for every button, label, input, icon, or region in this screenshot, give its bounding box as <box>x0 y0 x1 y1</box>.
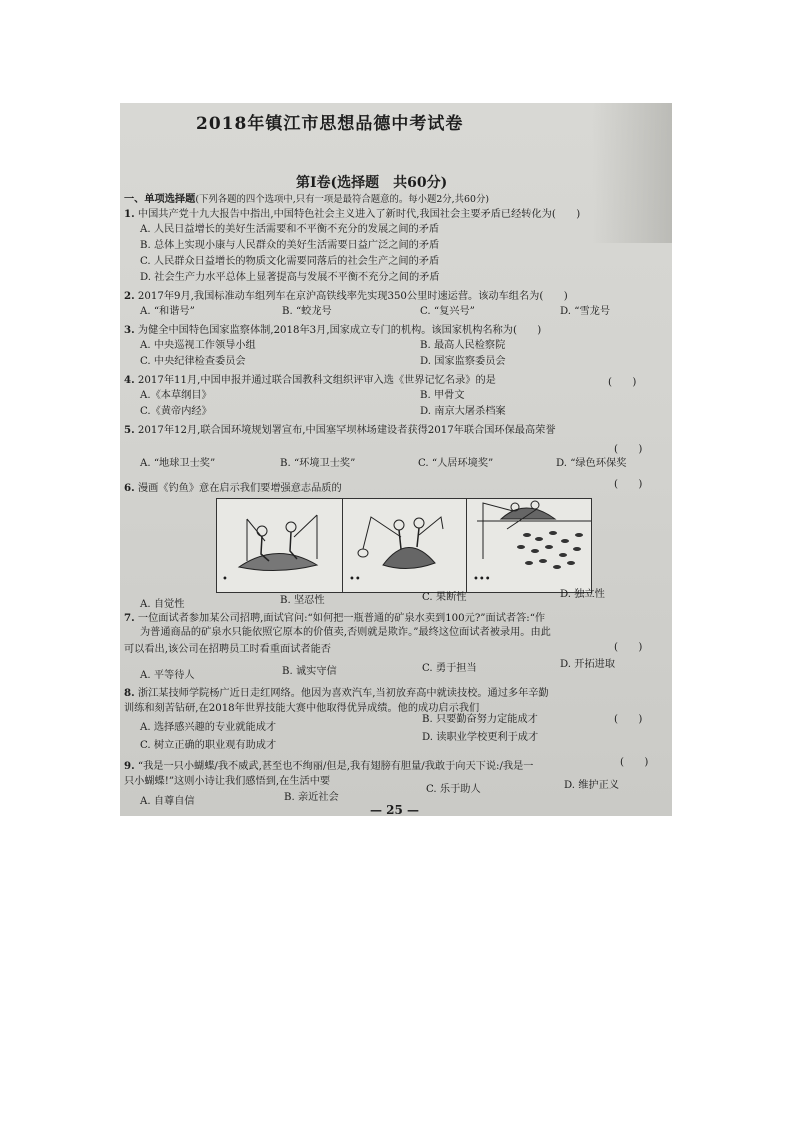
part-heading-line <box>124 192 489 207</box>
option: B. “蛟龙号 <box>282 306 332 317</box>
option: A. 自觉性 <box>140 599 185 610</box>
question-number: 8. <box>124 687 135 699</box>
question-6 <box>124 481 342 496</box>
cartoon-panel-3 <box>467 499 591 592</box>
question-4 <box>124 373 496 388</box>
fishing-cartoon <box>216 498 592 593</box>
option: C. 勇于担当 <box>422 663 477 674</box>
fishing-scene-1-icon <box>217 499 342 592</box>
option: C.《黄帝内经》 <box>140 406 212 417</box>
option: D. 维护正义 <box>564 780 620 791</box>
answer-paren: ( ) <box>620 757 649 768</box>
question-2 <box>124 289 568 304</box>
question-number: 1. <box>124 208 135 220</box>
option: C. 果断性 <box>422 592 467 603</box>
question-number: 4. <box>124 374 135 386</box>
option: B. 总体上实现小康与人民群众的美好生活需要日益广泛之间的矛盾 <box>140 240 440 251</box>
exam-page-photo <box>120 103 672 816</box>
question-3 <box>124 323 541 338</box>
question-1 <box>124 207 580 222</box>
question-9 <box>124 759 533 774</box>
question-stem-line: 为普通商品的矿泉水只能依照它原本的价值卖,否则就是欺诈。”最终这位面试者被录用。由此 <box>140 627 551 638</box>
option: D. 独立性 <box>560 589 605 600</box>
fishing-scene-2-icon <box>343 499 466 592</box>
answer-paren: ( ) <box>614 714 643 725</box>
panel-mark: • <box>222 574 228 585</box>
question-stem: 漫画《钓鱼》意在启示我们要增强意志品质的 <box>137 483 342 494</box>
option: C. 人民群众日益增长的物质文化需要同落后的社会生产之间的矛盾 <box>140 256 440 267</box>
option: A. 平等待人 <box>140 670 195 681</box>
question-number: 2. <box>124 290 135 302</box>
option: C. “人居环境奖” <box>418 458 494 469</box>
exam-title: 2018年镇江市思想品德中考试卷 <box>196 114 464 134</box>
part-heading: 一、单项选择题 <box>124 193 196 205</box>
question-stem: 中国共产党十九大报告中指出,中国特色社会主义进入了新时代,我国社会主要矛盾已经转化为( ) <box>137 209 581 220</box>
option: B. 亲近社会 <box>284 792 339 803</box>
question-stem: 2017年9月,我国标准动车组列车在京沪高铁线率先实现350公里时速运营。该动车组名为( ) <box>137 291 568 302</box>
panel-mark: ••• <box>473 574 491 585</box>
option: B. 诚实守信 <box>282 666 337 677</box>
part-note: (下列各题的四个选项中,只有一项是最符合题意的。每小题2分,共60分) <box>195 194 489 205</box>
answer-paren: ( ) <box>608 377 637 388</box>
option: A. “和谐号” <box>140 306 195 317</box>
question-7 <box>124 611 545 626</box>
option: D. “雪龙号 <box>560 306 611 317</box>
option: D. 读职业学校更利于成才 <box>422 732 539 743</box>
option: B. “环境卫士奖” <box>280 458 356 469</box>
photo-shadow <box>592 103 672 243</box>
option: D. 国家监察委员会 <box>420 356 506 367</box>
option: D. “绿色环保奖 <box>556 458 627 469</box>
option: D. 社会生产力水平总体上显著提高与发展不平衡不充分之间的矛盾 <box>140 272 440 283</box>
cartoon-panel-1 <box>217 499 343 592</box>
question-8 <box>124 686 549 701</box>
option: A. 自尊自信 <box>140 796 195 807</box>
answer-paren: ( ) <box>614 479 643 490</box>
option: A. 中央巡视工作领导小组 <box>140 340 256 351</box>
option: A.《本草纲目》 <box>140 390 212 401</box>
question-stem: 2017年12月,联合国环境规划署宣布,中国塞罕坝林场建设者获得2017年联合国环保最高荣誉 <box>137 425 556 436</box>
question-number: 6. <box>124 482 135 494</box>
question-stem-line: 一位面试者参加某公司招聘,面试官问:“如何把一瓶普通的矿泉水卖到100元?”面试者答:“作 <box>137 613 546 624</box>
question-stem-line: 训练和刻苦钻研,在2018年世界技能大赛中他取得优异成绩。他的成功启示我们 <box>124 703 480 714</box>
option: A. 选择感兴趣的专业就能成才 <box>140 722 277 733</box>
question-stem-line: 只小蝴蝶!”这则小诗让我们感悟到,在生活中要 <box>124 776 331 787</box>
question-number: 9. <box>124 760 135 772</box>
question-stem: 2017年11月,中国申报并通过联合国教科文组织评审入选《世界记忆名录》的是 <box>137 375 496 386</box>
option: B. 最高人民检察院 <box>420 340 506 351</box>
option: C. “复兴号” <box>420 306 475 317</box>
option: D. 开拓进取 <box>560 659 616 670</box>
option: C. 中央纪律检查委员会 <box>140 356 246 367</box>
question-stem-line: 浙江某技师学院杨广近日走红网络。他因为喜欢汽车,当初放弃高中就读技校。通过多年辛勤 <box>137 688 549 699</box>
option: C. 乐于助人 <box>426 784 481 795</box>
option: A. 人民日益增长的美好生活需要和不平衡不充分的发展之间的矛盾 <box>140 224 440 235</box>
option: C. 树立正确的职业观有助成才 <box>140 740 277 751</box>
option: B. 坚忍性 <box>280 595 325 606</box>
panel-mark: •• <box>349 574 361 585</box>
section-title: 第Ⅰ卷(选择题 共60分) <box>296 175 448 191</box>
option: D. 南京大屠杀档案 <box>420 406 506 417</box>
question-number: 7. <box>124 612 135 624</box>
answer-paren: ( ) <box>614 642 643 653</box>
question-number: 3. <box>124 324 135 336</box>
answer-paren: ( ) <box>614 444 643 455</box>
cartoon-panel-2 <box>343 499 467 592</box>
question-stem-line: 可以看出,该公司在招聘员工时看重面试者能否 <box>124 644 331 655</box>
question-5 <box>124 423 556 438</box>
page-number: — 25 — <box>370 803 420 816</box>
option: B. 只要勤奋努力定能成才 <box>422 714 538 725</box>
option: B. 甲骨文 <box>420 390 465 401</box>
question-number: 5. <box>124 424 135 436</box>
question-stem-line: “我是一只小蝴蝶/我不威武,甚至也不绚丽/但是,我有翅膀有胆量/我敢于向天下说:/我是一 <box>137 761 534 772</box>
question-stem: 为健全中国特色国家监察体制,2018年3月,国家成立专门的机构。该国家机构名称为( ) <box>137 325 542 336</box>
option: A. “地球卫士奖” <box>140 458 216 469</box>
